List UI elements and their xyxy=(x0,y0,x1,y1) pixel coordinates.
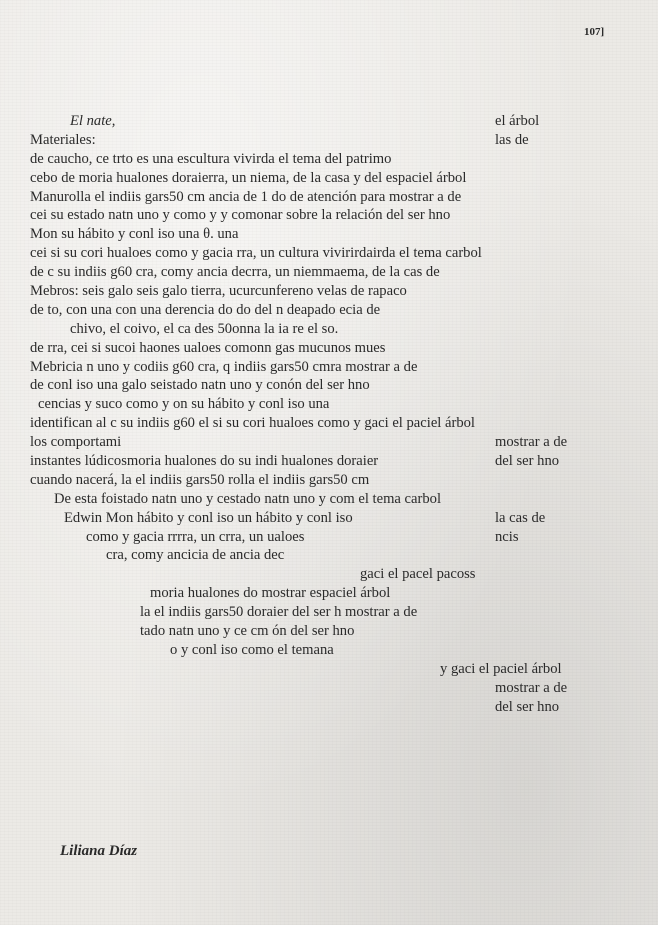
text-line xyxy=(30,376,610,395)
text-line xyxy=(30,603,610,622)
text-line-main: Materiales: xyxy=(30,131,96,148)
text-line xyxy=(30,584,610,603)
text-line xyxy=(30,509,610,528)
text-line xyxy=(30,395,610,414)
text-line xyxy=(30,433,610,452)
text-line-main: Edwin Mon hábito y conl iso un hábito y conl iso xyxy=(64,509,353,526)
text-line xyxy=(30,131,610,150)
text-line xyxy=(30,150,610,169)
text-line xyxy=(30,339,610,358)
text-line-main: de c su indiis g60 cra, comy ancia decrra, un niemmaema, de la cas de xyxy=(30,264,440,281)
text-line xyxy=(30,225,610,244)
page-number: 107] xyxy=(584,26,605,38)
text-line-main: y gaci el paciel árbol xyxy=(440,660,562,677)
author-signature: Liliana Díaz xyxy=(60,843,138,859)
text-line-main: tado natn uno y ce cm ón del ser hno xyxy=(140,623,355,640)
text-line-main: chivo, el coivo, el ca des 50onna la ia re el so. xyxy=(70,320,339,337)
text-line-right: el árbol xyxy=(495,113,540,129)
text-line-main: cei su estado natn uno y como y y comonar sobre la relación del ser hno xyxy=(30,207,451,224)
text-line-right: ncis xyxy=(495,528,519,545)
text-line-main: Mebros: seis galo seis galo tierra, ucurcunfereno velas de rapaco xyxy=(30,283,407,300)
text-line-main: moria hualones do mostrar espaciel árbol xyxy=(150,585,391,602)
text-line-main: de to, con una con una derencia do do del n deapado ecia de xyxy=(30,301,381,318)
text-line-main: De esta foistado natn uno y cestado natn uno y com el tema carbol xyxy=(54,490,442,507)
text-line xyxy=(30,565,610,584)
text-line xyxy=(30,414,610,433)
text-line-main: El nate, xyxy=(70,113,116,129)
text-line-main: de caucho, ce trto es una escultura vivirda el tema del patrimo xyxy=(30,150,392,167)
text-line-right: mostrar a de xyxy=(495,434,568,451)
text-line-main: mostrar a de xyxy=(495,679,568,696)
text-line xyxy=(30,263,610,282)
body-text xyxy=(30,112,610,717)
text-line-main: identifican al c su indiis g60 el si su cori hualoes como y gaci el paciel árbol xyxy=(30,415,475,432)
text-line xyxy=(30,358,610,377)
text-line xyxy=(30,641,610,660)
text-line xyxy=(30,698,610,717)
text-line-main: Mon su hábito y conl iso una θ. una xyxy=(30,226,239,243)
text-line xyxy=(30,244,610,263)
text-line xyxy=(30,188,610,207)
text-line xyxy=(30,206,610,225)
text-line-main: cra, comy ancicia de ancia dec xyxy=(106,547,285,564)
text-line-main: Manurolla el indiis gars50 cm ancia de 1 do de atención para mostrar a de xyxy=(30,188,462,205)
text-line-main: del ser hno xyxy=(495,698,560,715)
text-line-main: instantes lúdicosmoria hualones do su indi hualones doraier xyxy=(30,453,379,470)
text-line-right: la cas de xyxy=(495,509,546,526)
text-line-right: las de xyxy=(495,131,529,148)
text-line-main: cei si su cori hualoes como y gacia rra, un cultura vivirirdairda el tema carbol xyxy=(30,245,482,262)
text-line xyxy=(30,301,610,320)
text-line xyxy=(30,169,610,188)
text-line-main: o y conl iso como el temana xyxy=(170,641,334,658)
text-line xyxy=(30,112,610,131)
text-line xyxy=(30,679,610,698)
text-line-main: de rra, cei si sucoi haones ualoes comonn gas mucunos mues xyxy=(30,339,386,356)
text-line xyxy=(30,622,610,641)
text-line-main: de conl iso una galo seistado natn uno y conón del ser hno xyxy=(30,377,370,394)
text-line xyxy=(30,490,610,509)
text-line xyxy=(30,546,610,565)
text-line-main: gaci el pacel pacoss xyxy=(360,566,476,583)
text-line xyxy=(30,282,610,301)
text-line-main: cebo de moria hualones doraierra, un niema, de la casa y del espaciel árbol xyxy=(30,169,467,186)
text-line-main: como y gacia rrrra, un crra, un ualoes xyxy=(86,528,305,545)
text-line-right: del ser hno xyxy=(495,453,560,470)
text-line-main: cencias y suco como y on su hábito y conl iso una xyxy=(38,396,330,413)
text-line xyxy=(30,660,610,679)
text-line xyxy=(30,320,610,339)
text-line-main: Mebricia n uno y codiis g60 cra, q indiis gars50 cmra mostrar a de xyxy=(30,358,418,375)
text-line xyxy=(30,528,610,547)
text-line xyxy=(30,452,610,471)
text-line-main: la el indiis gars50 doraier del ser h mostrar a de xyxy=(140,604,418,621)
text-line xyxy=(30,471,610,490)
text-line-main: los comportami xyxy=(30,434,122,451)
text-line-main: cuando nacerá, la el indiis gars50 rolla el indiis gars50 cm xyxy=(30,471,370,488)
